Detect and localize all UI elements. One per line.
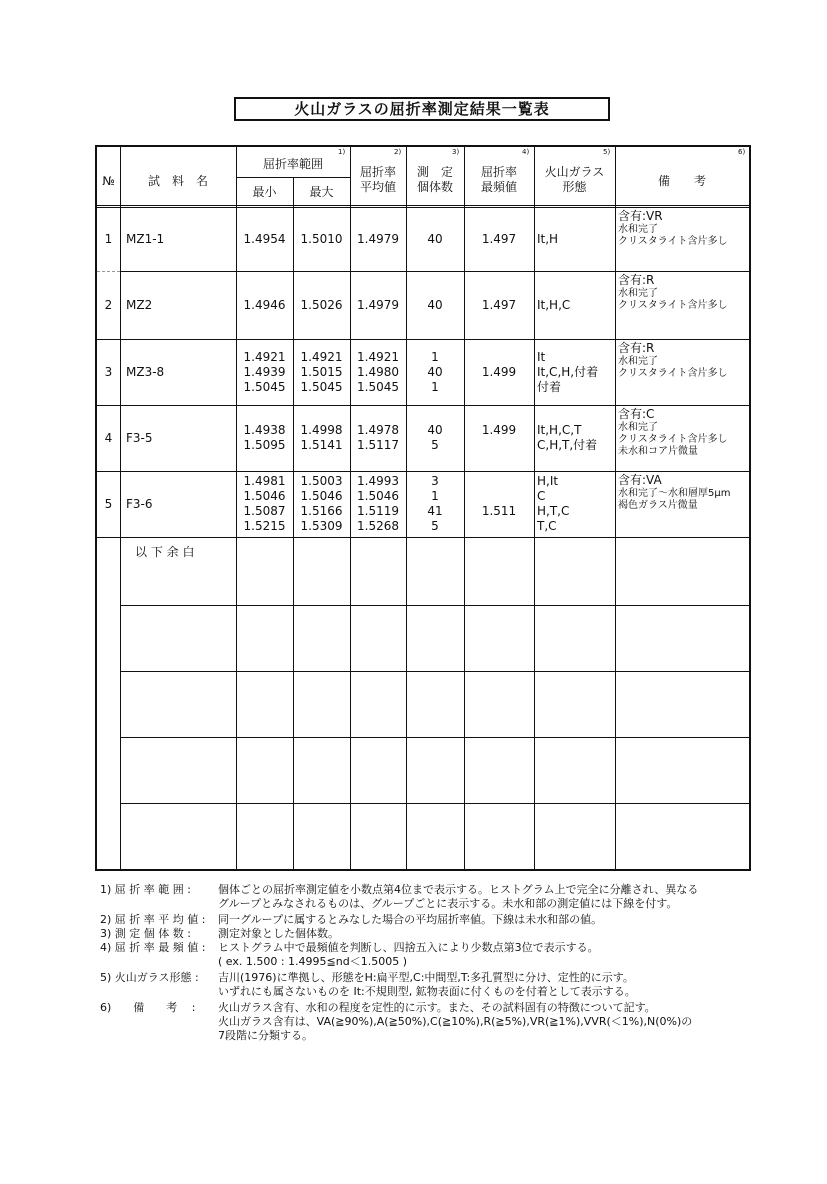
row-divider xyxy=(120,671,749,672)
header-shape-2: 形態 xyxy=(562,180,587,194)
row-no: 5 xyxy=(104,497,113,511)
cell-min: 1.4921 xyxy=(243,350,286,364)
cell-mode: 1.497 xyxy=(481,232,517,246)
note-item xyxy=(100,941,599,969)
cell-max: 1.5003 xyxy=(300,474,343,488)
header-bottom xyxy=(97,207,749,208)
col-divider xyxy=(534,147,535,869)
cell-mean: 1.4980 xyxy=(357,365,399,379)
cell-remark: 含有:VA xyxy=(618,473,662,487)
cell-shape: It,H xyxy=(537,232,559,246)
cell-mean: 1.5119 xyxy=(357,504,399,518)
header-subdivider xyxy=(236,177,350,178)
note-ref-1: 1) xyxy=(338,148,346,156)
note-item xyxy=(100,913,602,927)
cell-count: 1 xyxy=(431,489,439,503)
note-item xyxy=(100,1001,692,1043)
row-no: 3 xyxy=(104,365,113,379)
header-min: 最小 xyxy=(252,185,277,199)
row-divider-dashed xyxy=(97,271,120,272)
cell-mode: 1.499 xyxy=(481,365,517,379)
row-divider xyxy=(97,537,749,538)
cell-min: 1.4939 xyxy=(243,365,286,379)
note-line: 同一グループに属するとみなした場合の平均屈折率値。下線は未水和部の値。 xyxy=(218,913,603,926)
cell-remark: 褐色ガラス片微量 xyxy=(618,500,698,511)
cell-max: 1.5015 xyxy=(300,365,343,379)
cell-count: 40 xyxy=(427,298,443,312)
cell-max: 1.5046 xyxy=(300,489,343,503)
cell-shape: C xyxy=(537,489,546,503)
cell-shape: It xyxy=(537,350,546,364)
cell-mean: 1.4979 xyxy=(357,298,399,312)
note-line: ( ex. 1.500 : 1.4995≦nd＜1.5005 ) xyxy=(218,955,407,968)
header-bottom xyxy=(97,205,749,206)
header-mode-2: 最頻値 xyxy=(480,180,517,194)
cell-min: 1.5045 xyxy=(243,380,286,394)
cell-mode: 1.497 xyxy=(481,298,517,312)
header-remarks: 備 考 xyxy=(657,174,706,188)
cell-shape: C,H,T,付着 xyxy=(537,438,598,452)
note-line: 個体ごとの屈折率測定値を小数点第4位まで表示する。ヒストグラム上で完全に分離され、異なる xyxy=(218,883,699,896)
row-divider xyxy=(97,471,749,472)
header-mean-1: 屈折率 xyxy=(359,165,396,179)
note-text xyxy=(218,913,602,927)
note-label: 3) 測 定 個 体 数 : xyxy=(100,927,191,940)
cell-max: 1.5141 xyxy=(300,438,343,452)
header-range: 屈折率範囲 xyxy=(262,157,323,171)
cell-shape: T,C xyxy=(537,519,557,533)
cell-count: 3 xyxy=(431,474,439,488)
note-line: いずれにも属さないものを It:不規則型, 鉱物表面に付くものを付着として表示する。 xyxy=(218,985,636,998)
cell-min: 1.5095 xyxy=(243,438,286,452)
cell-remark: クリスタライト含片多し xyxy=(618,236,728,247)
note-ref-6: 6) xyxy=(738,148,746,156)
cell-shape: It,C,H,付着 xyxy=(537,365,599,379)
results-table xyxy=(95,145,751,871)
cell-min: 1.5046 xyxy=(243,489,286,503)
note-item xyxy=(100,883,698,911)
cell-remark: クリスタライト含片多し xyxy=(618,368,728,379)
header-mean-2: 平均値 xyxy=(359,180,396,194)
cell-remark: 未水和コア片微量 xyxy=(618,446,698,457)
cell-max: 1.5045 xyxy=(300,380,343,394)
cell-mean: 1.4921 xyxy=(357,350,399,364)
cell-mean: 1.5045 xyxy=(357,380,399,394)
document-title: 火山ガラスの屈折率測定結果一覧表 xyxy=(234,97,610,121)
row-divider xyxy=(97,339,749,340)
cell-min: 1.4954 xyxy=(243,232,286,246)
row-divider xyxy=(120,605,749,606)
cell-mean: 1.4993 xyxy=(357,474,399,488)
cell-remark: クリスタライト含片多し xyxy=(618,434,728,445)
cell-count: 40 xyxy=(427,365,443,379)
note-text xyxy=(218,1001,692,1043)
note-item xyxy=(100,971,636,999)
note-ref-3: 3) xyxy=(452,148,460,156)
cell-remark: 水和完了～水和層厚5μm xyxy=(618,488,731,499)
cell-mean: 1.5046 xyxy=(357,489,399,503)
cell-mean: 1.4978 xyxy=(357,423,399,437)
note-label: 4) 屈 折 率 最 頻 値 : xyxy=(100,941,206,954)
note-item xyxy=(100,927,339,941)
cell-max: 1.4921 xyxy=(300,350,343,364)
cell-mean: 1.5268 xyxy=(357,519,399,533)
row-divider xyxy=(120,803,749,804)
note-text xyxy=(218,883,698,911)
cell-shape: H,T,C xyxy=(537,504,570,518)
header-count-2: 個体数 xyxy=(416,180,453,194)
note-text xyxy=(218,941,599,969)
cell-max: 1.5166 xyxy=(300,504,343,518)
row-divider xyxy=(120,737,749,738)
cell-shape: 付着 xyxy=(537,380,562,394)
cell-max: 1.5010 xyxy=(300,232,343,246)
cell-shape: H,It xyxy=(537,474,559,488)
note-label: 2) 屈 折 率 平 均 値 : xyxy=(100,913,206,926)
cell-mean: 1.5117 xyxy=(357,438,399,452)
cell-remark: 水和完了 xyxy=(618,422,658,433)
cell-count: 40 xyxy=(427,232,443,246)
note-text xyxy=(218,971,636,999)
cell-shape: It,H,C xyxy=(537,298,571,312)
note-ref-4: 4) xyxy=(522,148,530,156)
cell-min: 1.4938 xyxy=(243,423,286,437)
header-no: № xyxy=(102,174,115,188)
note-label: 5) 火山ガラス形態 : xyxy=(100,971,199,984)
cell-shape: It,H,C,T xyxy=(537,423,582,437)
note-ref-2: 2) xyxy=(394,148,402,156)
cell-count: 1 xyxy=(431,350,439,364)
cell-max: 1.4998 xyxy=(300,423,343,437)
cell-remark: 水和完了 xyxy=(618,288,658,299)
note-label: 6) 備 考 : xyxy=(100,1001,196,1014)
row-no: 2 xyxy=(104,298,113,312)
note-line: 吉川(1976)に準拠し、形態をH:扁平型,C:中間型,T:多孔質型に分け、定性的に示す。 xyxy=(218,971,634,984)
note-text xyxy=(218,927,339,941)
sample-name: F3-6 xyxy=(126,497,153,511)
cell-min: 1.4981 xyxy=(243,474,286,488)
header-max: 最大 xyxy=(309,185,334,199)
cell-remark: 含有:VR xyxy=(618,209,663,223)
sample-name: MZ2 xyxy=(126,298,153,312)
cell-remark: 含有:C xyxy=(618,407,655,421)
row-divider xyxy=(120,271,749,272)
cell-mean: 1.4979 xyxy=(357,232,399,246)
row-divider xyxy=(97,405,749,406)
cell-remark: 水和完了 xyxy=(618,224,658,235)
cell-remark: 含有:R xyxy=(618,341,655,355)
col-divider xyxy=(120,147,121,869)
cell-min: 1.5215 xyxy=(243,519,286,533)
cell-count: 1 xyxy=(431,380,439,394)
header-mode-1: 屈折率 xyxy=(480,165,517,179)
note-line: 7段階に分類する。 xyxy=(218,1029,313,1042)
cell-count: 40 xyxy=(427,423,443,437)
header-count-1: 測 定 xyxy=(416,165,453,179)
col-divider xyxy=(615,147,616,869)
cell-remark: 含有:R xyxy=(618,273,655,287)
cell-min: 1.5087 xyxy=(243,504,286,518)
note-line: 測定対象とした個体数。 xyxy=(218,927,339,940)
cell-count: 41 xyxy=(427,504,443,518)
sample-name: F3-5 xyxy=(126,431,153,445)
note-line: 火山ガラス含有は、VA(≧90%),A(≧50%),C(≧10%),R(≧5%),VR(≧1%),VVR(＜1%),N(0%)の xyxy=(218,1015,693,1028)
row-no: 1 xyxy=(104,232,113,246)
cell-remark: クリスタライト含片多し xyxy=(618,300,728,311)
note-ref-5: 5) xyxy=(603,148,611,156)
note-line: グループとみなされるものは、グループごとに表示する。未水和部の測定値には下線を付す。 xyxy=(218,897,678,910)
note-line: ヒストグラム中で最頻値を判断し、四捨五入により少数点第3位で表示する。 xyxy=(218,941,599,954)
cell-remark: 水和完了 xyxy=(618,356,658,367)
sample-name: MZ1-1 xyxy=(126,232,165,246)
cell-max: 1.5309 xyxy=(300,519,343,533)
header-sample: 試 料 名 xyxy=(147,174,208,188)
header-shape-1: 火山ガラス xyxy=(544,165,605,179)
note-line: 火山ガラス含有、水和の程度を定性的に示す。また、その試料固有の特徴について記す。 xyxy=(218,1001,656,1014)
cell-mode: 1.499 xyxy=(481,423,517,437)
cell-count: 5 xyxy=(431,438,439,452)
sample-name: MZ3-8 xyxy=(126,365,165,379)
end-label: 以 下 余 白 xyxy=(135,545,195,559)
row-no: 4 xyxy=(104,431,113,445)
cell-max: 1.5026 xyxy=(300,298,343,312)
cell-count: 5 xyxy=(431,519,439,533)
cell-mode: 1.511 xyxy=(481,504,517,518)
note-label: 1) 屈 折 率 範 囲 : xyxy=(100,883,191,896)
cell-min: 1.4946 xyxy=(243,298,286,312)
